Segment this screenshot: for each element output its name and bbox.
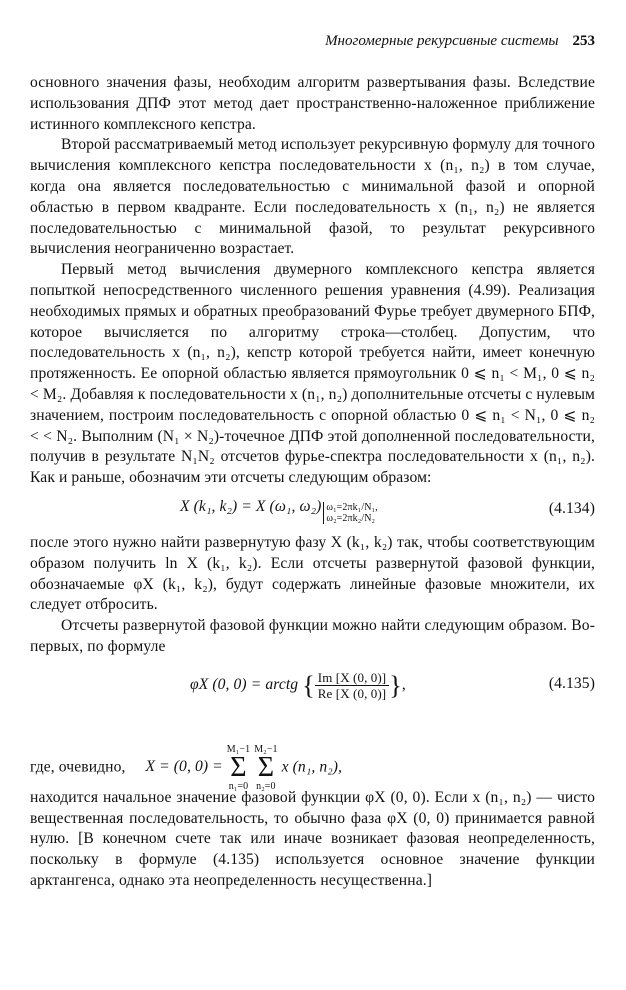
left-brace: { [302, 670, 315, 700]
equation-number-4-134: (4.134) [548, 499, 595, 517]
right-brace: } [389, 670, 402, 700]
sum-prefix: где, очевидно, [30, 758, 126, 776]
equation-4-135-fraction [315, 670, 389, 701]
page-number: 253 [572, 33, 595, 49]
page-body [30, 73, 595, 892]
book-page [30, 32, 595, 972]
equation-number-4-135: (4.135) [548, 674, 595, 692]
sum-term: x (n₁, n₂), [281, 758, 343, 776]
paragraph-2: Второй рассматриваемый метод использует рекурсивную формулу для точного вычисления комплексного кепстра последовательности x (n₁, n₂) в том случае, когда она является последовательностью с минимальной фазой и опорной областью в первом квадранте. Если последовательность x (n₁, n₂) не является последовательностью с минимальной фазой, то результат рекурсивного вычисления неограниченно возрастает. [30, 136, 595, 258]
sum-operator-1: M₁−1 Σ n₁=0 [226, 743, 251, 792]
sum-equation [30, 722, 595, 792]
sum-formula [30, 744, 342, 792]
equation-4-134-cond1: ω₁=2πk₁/N₁, [326, 501, 378, 513]
equation-4-135-lhs: φX (0, 0) = arctg [190, 675, 299, 693]
equation-4-134 [30, 491, 595, 533]
sum-lhs: X = (0, 0) = [145, 758, 223, 776]
equation-4-135-formula [190, 670, 406, 701]
page-header [30, 32, 595, 50]
paragraph-4: после этого нужно найти развернутую фазу X (k₁, k₂) так, чтобы соответствующим образом получить ln X (k₁, k₂). Если отсчеты развернутой фазовой функции, обозначаемые φX (k₁, k₂), будут содержать линейные фазовые множители, их следует отбросить. [30, 533, 595, 614]
equation-4-135 [30, 662, 595, 716]
sum-operator-2: M₂−1 Σ n₂=0 [254, 743, 278, 792]
equation-4-134-cond2: ω₂=2πk₂/N₂ [326, 512, 376, 524]
equation-4-134-lhs: X (k₁, k₂) = X (ω₁, ω₂) [180, 497, 322, 515]
paragraph-1: основного значения фазы, необходим алгоритм развертывания фазы. Вследствие использования ДПФ этот метод дает пространственно-наложенное приближение истинного комплексного кепстра. [30, 74, 595, 133]
paragraph-3: Первый метод вычисления двумерного комплексного кепстра является попыткой непосредственного численного решения уравнения (4.99). Реализация необходимых прямых и обратных преобразований Фурье требует двумерного БПФ, которое вычисляется по алгоритму строка—столбец. Допустим, что последовательность x (n₁, n₂), кепстр которой требуется найти, имеет конечную протяженность. Ее опорной областью является прямоугольник 0 ⩽ n₁ < M₁, 0 ⩽ n₂ < M₂. Добавляя к последовательности x (n₁, n₂) дополнительные отсчеты с нулевым значением, построим последовательность с опорной областью 0 ⩽ n₁ < N₁, 0 ⩽ n₂ < < N₂. Выполним (N₁ × N₂)-точечное ДПФ этой дополненной последовательности, получив в результате N₁N₂ отсчетов фурье-спектра последовательности x (n₁, n₂). Как и раньше, обозначим эти отсчеты следующим образом: [30, 261, 595, 487]
paragraph-6: находится начальное значение фазовой функции φX (0, 0). Если x (n₁, n₂) — чисто вещественная последовательность, то обычно фаза φX (0, 0) принимается равной нулю. [В конечном счете так или иначе возникает фазовая неопределенность, поскольку в формуле (4.135) используется основное значение функции арктангенса, однако эта неопределенность несущественна.] [30, 788, 595, 889]
equation-4-135-tail: , [401, 675, 406, 693]
fraction-numerator: Im [X (0, 0)] [315, 670, 389, 686]
running-title: Многомерные рекурсивные системы [325, 33, 559, 49]
fraction-denominator: Re [X (0, 0)] [317, 685, 387, 701]
paragraph-5: Отсчеты развернутой фазовой функции можно найти следующим образом. Во-первых, по формуле [30, 617, 595, 655]
equation-4-134-formula [180, 497, 378, 524]
